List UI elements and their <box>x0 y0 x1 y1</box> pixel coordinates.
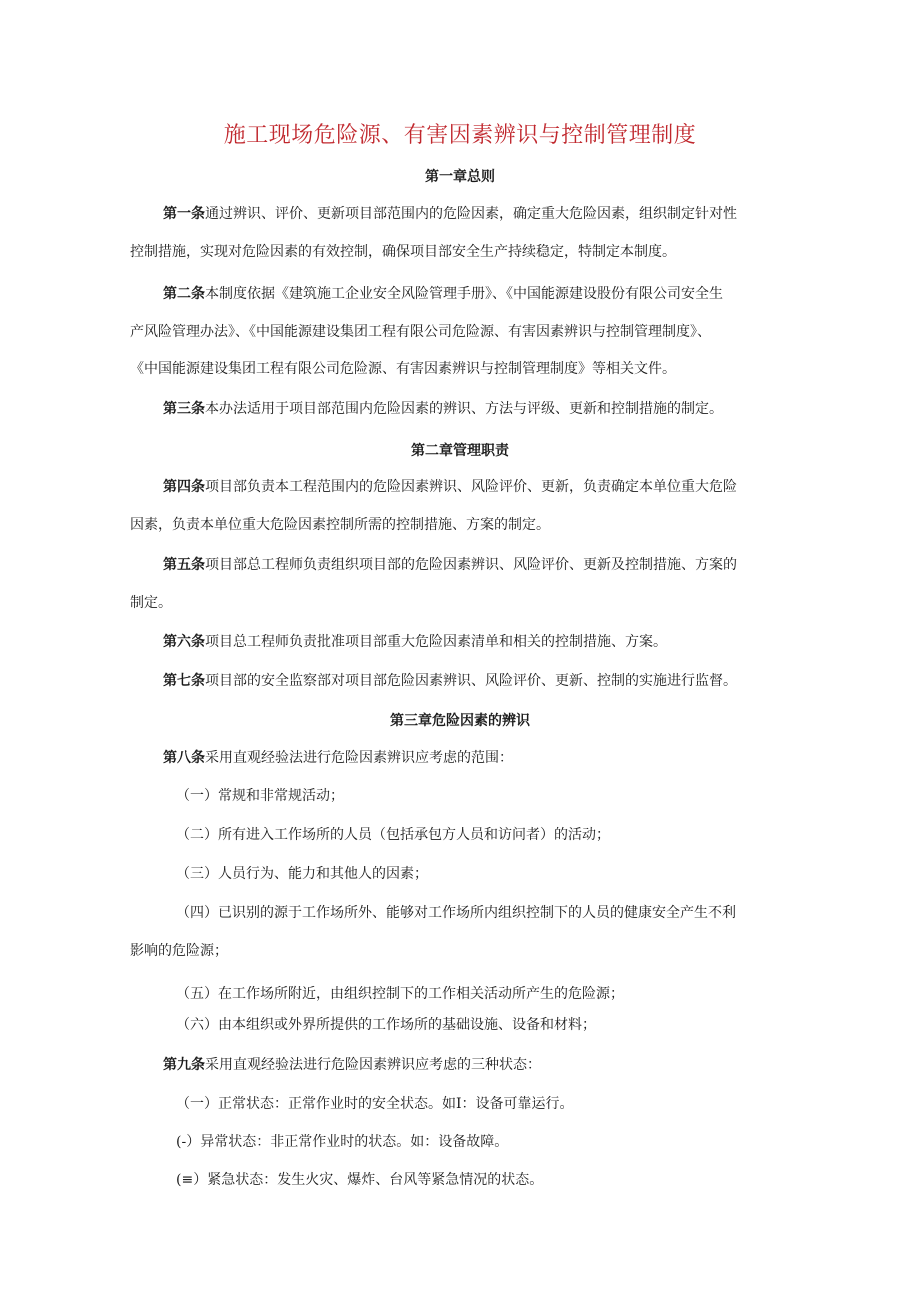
article-2-text: 本制度依据《建筑施工企业安全风险管理手册》、《中国能源建设股份有限公司安全生 <box>205 286 723 302</box>
article-4-text: 项目部负责本工程范围内的危险因素辨识、风险评价、更新，负责确定本单位重大危险 <box>205 479 737 495</box>
article-8-label: 第八条 <box>163 750 205 766</box>
article-4-label: 第四条 <box>163 479 205 495</box>
article-2-line-1 <box>163 284 723 304</box>
article-1-line-2: 控制措施，实现对危险因素的有效控制，确保项目部安全生产持续稳定，特制定本制度。 <box>130 244 676 260</box>
article-9-item-1: （一）正常状态：正常作业时的安全状态。如I：设备可靠运行。 <box>176 1096 574 1112</box>
article-4-line-1 <box>163 477 737 497</box>
article-5-line-1 <box>163 555 737 575</box>
article-1-line-1 <box>163 204 737 224</box>
article-7-label: 第七条 <box>163 673 205 689</box>
article-8-text: 采用直观经验法进行危险因素辨识应考虑的范围： <box>205 750 513 766</box>
article-2-line-3: 《中国能源建设集团工程有限公司危险源、有害因素辨识与控制管理制度》等相关文件。 <box>130 361 676 377</box>
article-3-line-1 <box>163 399 723 419</box>
article-6-line-1 <box>163 632 667 652</box>
article-3-text: 本办法适用于项目部范围内危险因素的辨识、方法与评级、更新和控制措施的制定。 <box>205 401 723 417</box>
article-9-item-3: (≡）紧急状态：发生火灾、爆炸、台风等紧急情况的状态。 <box>176 1172 544 1188</box>
chapter-2-heading: 第二章管理职责 <box>411 443 509 459</box>
article-8-item-2: （二）所有进入工作场所的人员（包括承包方人员和访问者）的活动； <box>176 827 610 843</box>
article-5-text: 项目部总工程师负责组织项目部的危险因素辨识、风险评价、更新及控制措施、方案的 <box>205 557 737 573</box>
article-7-line-1 <box>163 671 737 691</box>
chapter-3-heading: 第三章危险因素的辨识 <box>390 713 530 729</box>
article-9-item-2: (-）异常状态：非正常作业时的状态。如：设备故障。 <box>176 1134 509 1150</box>
article-2-label: 第二条 <box>163 286 205 302</box>
article-8-item-4-line-2: 影响的危险源； <box>130 943 228 959</box>
article-6-label: 第六条 <box>163 634 205 650</box>
article-5-line-2: 制定。 <box>130 595 172 611</box>
article-8-item-5: （五）在工作场所附近，由组织控制下的工作相关活动所产生的危险源； <box>176 986 624 1002</box>
article-9-line-1 <box>163 1055 541 1075</box>
article-9-text: 采用直观经验法进行危险因素辨识应考虑的三种状态： <box>205 1057 541 1073</box>
article-8-item-1: （一）常规和非常规活动； <box>176 788 344 804</box>
article-6-text: 项目总工程师负责批准项目部重大危险因素清单和相关的控制措施、方案。 <box>205 634 667 650</box>
chapter-1-heading: 第一章总则 <box>425 169 495 185</box>
article-8-item-6: （六）由本组织或外界所提供的工作场所的基础设施、设备和材料； <box>176 1017 596 1033</box>
article-1-text: 通过辨识、评价、更新项目部范围内的危险因素，确定重大危险因素，组织制定针对性 <box>205 206 737 222</box>
article-8-item-4-line-1: （四）已识别的源于工作场所外、能够对工作场所内组织控制下的人员的健康安全产生不利 <box>176 905 736 921</box>
article-4-line-2: 因素，负责本单位重大危险因素控制所需的控制措施、方案的制定。 <box>130 517 550 533</box>
article-2-line-2: 产风险管理办法》、《中国能源建设集团工程有限公司危险源、有害因素辨识与控制管理制度》、 <box>130 324 711 340</box>
article-3-label: 第三条 <box>163 401 205 417</box>
article-1-label: 第一条 <box>163 206 205 222</box>
document-title: 施工现场危险源、有害因素辨识与控制管理制度 <box>223 123 697 148</box>
article-8-line-1 <box>163 748 513 768</box>
article-5-label: 第五条 <box>163 557 205 573</box>
article-7-text: 项目部的安全监察部对项目部危险因素辨识、风险评价、更新、控制的实施进行监督。 <box>205 673 737 689</box>
article-8-item-3: （三）人员行为、能力和其他人的因素； <box>176 866 428 882</box>
article-9-label: 第九条 <box>163 1057 205 1073</box>
